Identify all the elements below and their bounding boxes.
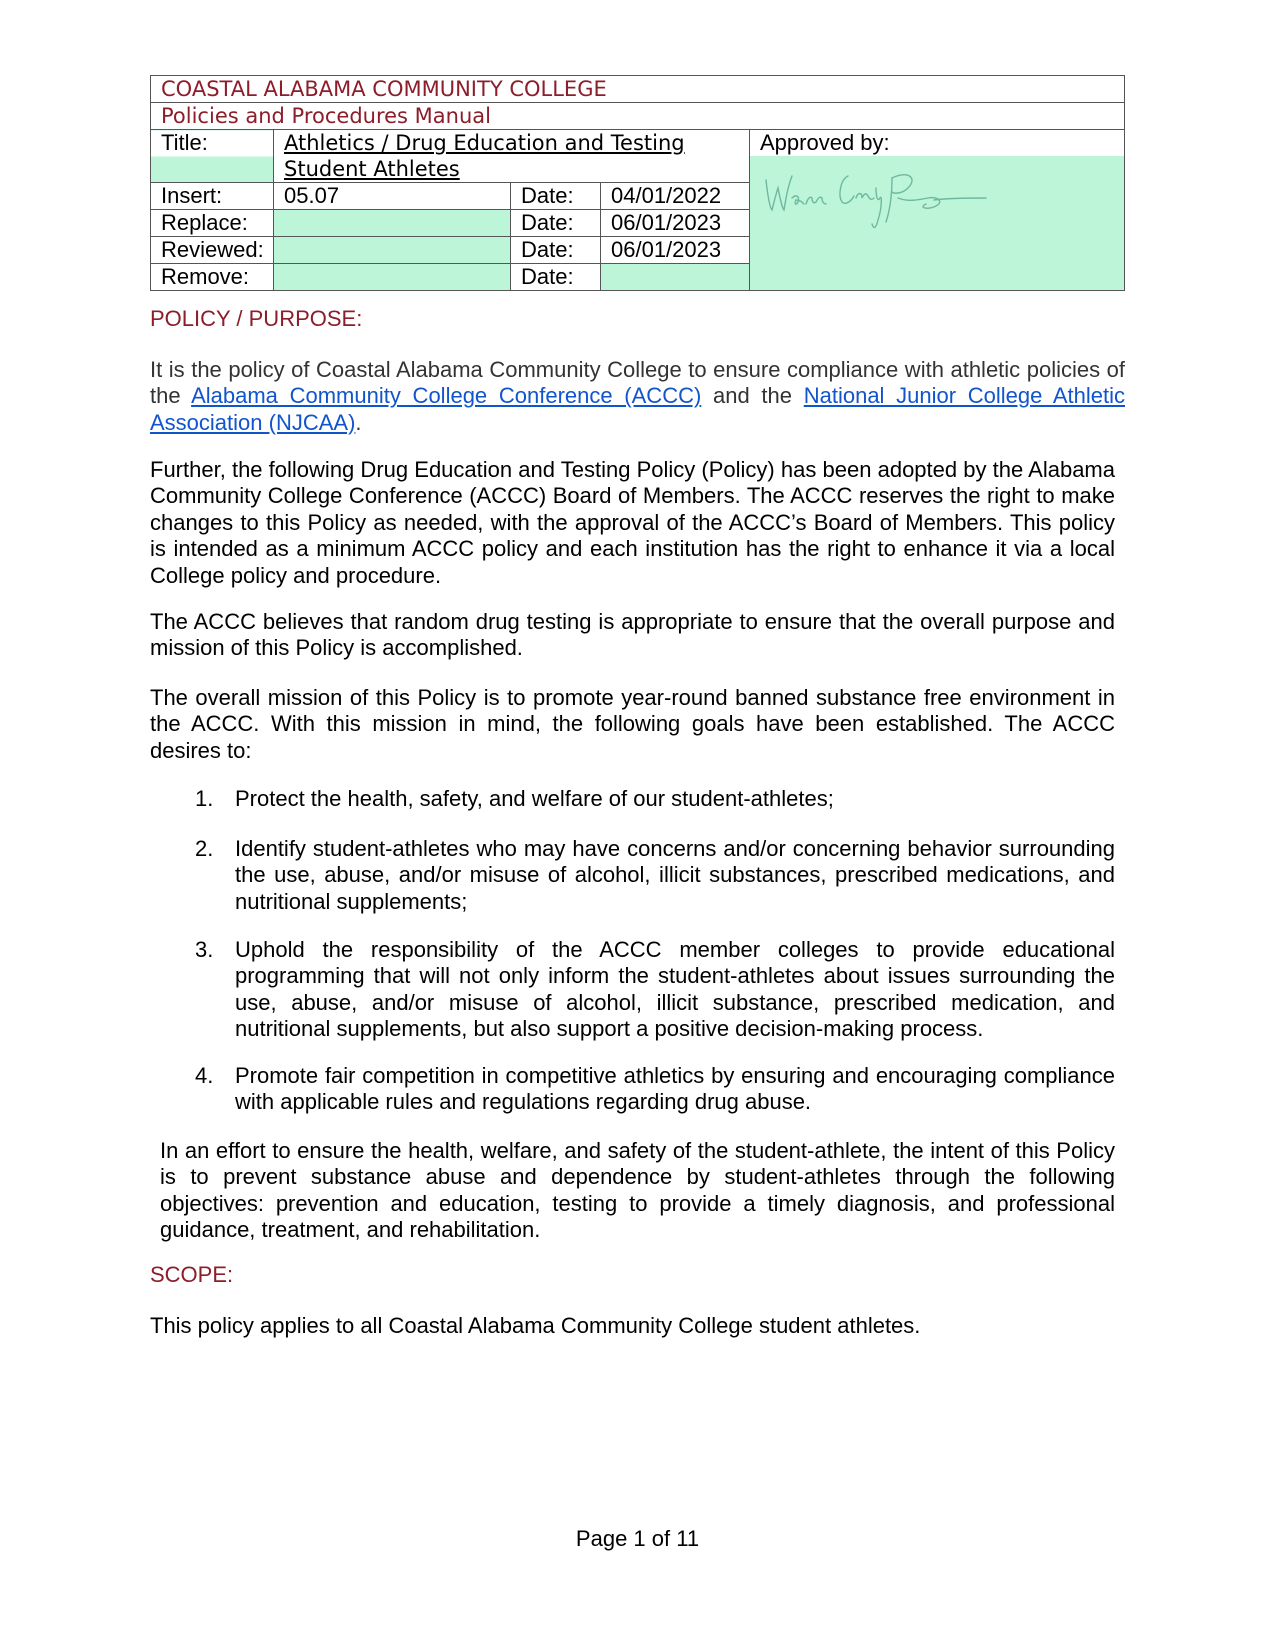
goal-text: Identify student-athletes who may have concerns and/or concerning behavior surrounding the use, abuse, and/or misuse of alcohol, illicit substances, prescribed medications, and nutritional supplements; [235, 836, 1115, 914]
scope-paragraph: This policy applies to all Coastal Alabama Community College student athletes. [150, 1313, 921, 1338]
p1-text-end: . [355, 409, 362, 435]
policy-paragraph-3: The ACCC believes that random drug testing is appropriate to ensure that the overall purpose and mission of this Policy is accomplished. [150, 609, 1115, 661]
policy-paragraph-2: Further, the following Drug Education and Testing Policy (Policy) has been adopted by the Alabama Community College Conference (ACCC) Board of Members. The ACCC reserves the right to make changes to this Policy as needed, with the approval of the ACCC’s Board of Members. This policy is intended as a minimum ACCC policy and each institution has the right to enhance it via a local College policy and procedure. [150, 457, 1115, 588]
remove-date [601, 264, 750, 291]
policy-header-table [150, 75, 1125, 291]
signature-image [758, 158, 988, 238]
goal-item-4 [195, 1063, 1115, 1116]
insert-value: 05.07 [274, 183, 511, 210]
college-name: COASTAL ALABAMA COMMUNITY COLLEGE [151, 76, 1125, 103]
manual-name: Policies and Procedures Manual [151, 103, 1125, 130]
policy-purpose-heading: POLICY / PURPOSE: [150, 306, 363, 331]
reviewed-label: Reviewed: [151, 237, 274, 264]
page-number: Page 1 of 11 [575, 1526, 700, 1551]
goal-item-2 [195, 836, 1115, 915]
policy-paragraph-4: The overall mission of this Policy is to promote year-round banned substance free environment in the ACCC. With this mission in mind, the following goals have been established. The ACCC desires to: [150, 685, 1115, 763]
reviewed-value [274, 237, 511, 264]
goal-text: Uphold the responsibility of the ACCC member colleges to provide educational programming that will not only inform the student-athletes about issues surrounding the use, abuse, and/or misuse of alcohol, illicit substance, prescribed medication, and nutritional supplements, but also support a positive decision-making process. [235, 937, 1115, 1042]
policy-paragraph-1 [150, 357, 1125, 436]
goal-item-1 [195, 786, 1115, 812]
signature-area [750, 156, 1124, 290]
goal-text: Promote fair competition in competitive athletics by ensuring and encouraging compliance with applicable rules and regulations regarding drug abuse. [235, 1063, 1115, 1115]
scope-heading: SCOPE: [150, 1262, 234, 1287]
policy-title: Athletics / Drug Education and Testing Student Athletes [274, 130, 750, 183]
njcaa-link[interactable]: National Junior College Athletic Association (NJCAA) [150, 383, 1126, 435]
goal-number: 2. [195, 836, 214, 861]
goal-number: 3. [195, 937, 214, 962]
goal-item-3 [195, 937, 1115, 1043]
goal-text: Protect the health, safety, and welfare of our student-athletes; [235, 786, 834, 811]
reviewed-date: 06/01/2023 [601, 237, 750, 264]
reviewed-date-label: Date: [511, 237, 601, 264]
replace-label: Replace: [151, 210, 274, 237]
insert-date-label: Date: [511, 183, 601, 210]
insert-date: 04/01/2022 [601, 183, 750, 210]
p1-text-start: It is the policy of Coastal Alabama Community College to ensure compliance with athletic policies of the [150, 357, 1125, 409]
goal-number: 4. [195, 1063, 214, 1088]
title-label: Title: [151, 130, 274, 183]
accc-link[interactable]: Alabama Community College Conference (ACCC) [191, 383, 702, 409]
replace-date-label: Date: [511, 210, 601, 237]
remove-value [274, 264, 511, 291]
goal-number: 1. [195, 786, 214, 811]
replace-value [274, 210, 511, 237]
p1-text-mid: and the [701, 383, 804, 409]
replace-date: 06/01/2023 [601, 210, 750, 237]
policy-paragraph-5: In an effort to ensure the health, welfare, and safety of the student-athlete, the intent of this Policy is to prevent substance abuse and dependence by student-athletes through the following objectives: prevention and education, testing to provide a timely diagnosis, and professional guidance, treatment, and rehabilitation. [160, 1138, 1115, 1243]
approved-by-label: Approved by: [760, 130, 890, 155]
remove-date-label: Date: [511, 264, 601, 291]
approved-by-cell [750, 130, 1125, 291]
remove-label: Remove: [151, 264, 274, 291]
insert-label: Insert: [151, 183, 274, 210]
